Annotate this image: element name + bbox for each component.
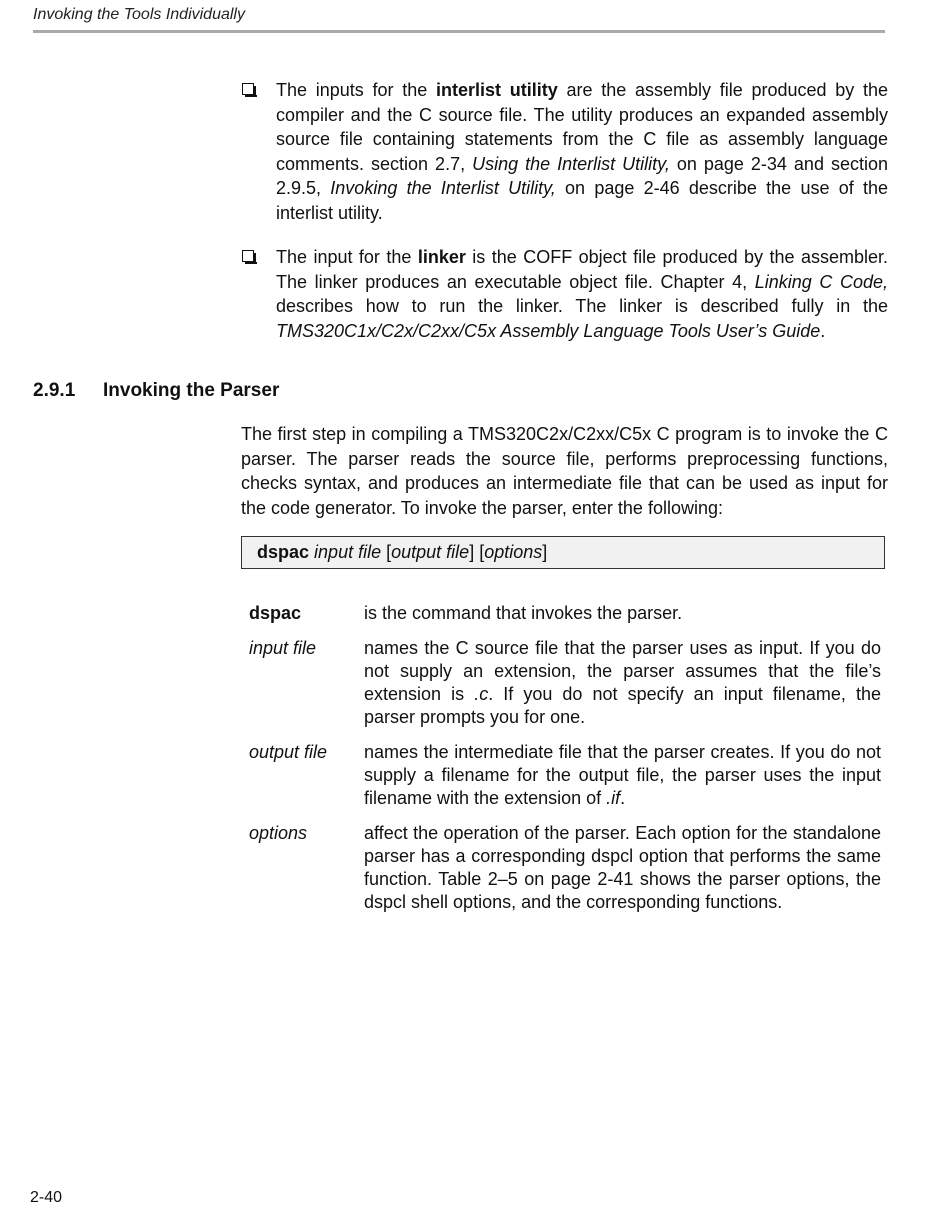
book-title: TMS320C1x/C2x/C2xx/C5x Assembly Language Tools User’s Guide [276, 320, 821, 341]
text-run: affect the operation of the parser. Each option for the standalone parser has a corresponding dspcl option that performs the same function. Table 2–5 on page 2-41 shows the parser options, the dspcl shell options, and the corresponding functions. [364, 823, 881, 912]
syntax-arg-output: output file [391, 542, 470, 562]
text-run: is the command that invokes the parser. [364, 603, 683, 623]
cross-reference: Invoking the Interlist Utility, [330, 178, 556, 199]
section-heading [33, 380, 279, 402]
text-run: describes how to run the linker. The linker is described fully in the [276, 296, 888, 317]
definition-row [249, 637, 881, 729]
definition-description [364, 637, 881, 729]
text-run: names the C source file that the parser uses as input. If you do not supply an extension, the parser assumes that the file’s extension is [364, 638, 881, 704]
definition-description [364, 602, 881, 625]
definition-description [364, 741, 881, 810]
bold-term: linker [417, 247, 466, 267]
bracket: ] [469, 542, 475, 562]
intro-paragraph [241, 422, 888, 520]
checkbox-bullet-icon [242, 83, 254, 95]
text-run: is the COFF object file produced by the assembler. The linker produces an executable object file. Chapter 4, [276, 247, 888, 292]
text-run: on page 2-46 describe the use of the interlist utility. [276, 178, 888, 223]
checkbox-bullet-icon [242, 250, 254, 262]
intro-text: The first step in compiling a TMS320C2x/C2xx/C5x C program is to invoke the C parser. The parser reads the source file, performs preprocessing functions, checks syntax, and produces an intermediate file that can be used as input for the code generator. To invoke the parser, enter the following: [241, 424, 888, 518]
definition-term: dspac [249, 603, 302, 623]
definition-term: output file [249, 742, 328, 762]
text-run: . If you do not specify an input filename, the parser prompts you for one. [364, 684, 881, 727]
syntax-box [241, 536, 885, 569]
page-number: 2-40 [30, 1189, 63, 1206]
bracket: ] [542, 542, 548, 562]
definition-list [249, 602, 881, 926]
bullet-item-interlist [242, 78, 888, 226]
cross-reference: Linking C Code, [754, 271, 889, 292]
bold-term: interlist utility [436, 80, 558, 100]
definition-row [249, 741, 881, 810]
bullet-item-linker [242, 245, 888, 343]
file-extension: .if [606, 788, 621, 808]
bullet-paragraph [276, 78, 888, 226]
file-extension: .c [474, 684, 489, 704]
bracket: [ [386, 542, 392, 562]
definition-row [249, 602, 881, 625]
definition-description [364, 822, 881, 914]
syntax-arg-input: input file [314, 542, 382, 562]
text-run: names the intermediate file that the parser creates. If you do not supply a filename for the output file, the parser uses the input filename with the extension of [364, 742, 881, 808]
definition-row [249, 822, 881, 914]
syntax-arg-options: options [484, 542, 543, 562]
cross-reference: Using the Interlist Utility, [472, 153, 670, 174]
section-number: 2.9.1 [33, 380, 76, 401]
text-run: . [620, 788, 626, 808]
section-title: Invoking the Parser [103, 380, 280, 401]
definition-term: options [249, 823, 308, 843]
text-run: are the assembly file produced by the compiler and the C source file. The utility produces an expanded assembly source file containing statements from the C file as assembly language comments. section 2.7, [276, 80, 889, 174]
bullet-paragraph [276, 245, 888, 343]
header-rule [33, 30, 885, 33]
text-run: on page 2-34 and section 2.9.5, [276, 153, 888, 199]
text-run: The inputs for the [276, 80, 436, 100]
syntax-command: dspac [257, 542, 310, 562]
bracket: [ [479, 542, 485, 562]
running-header: Invoking the Tools Individually [33, 6, 245, 23]
text-run: . [820, 320, 826, 341]
text-run: The input for the [276, 247, 418, 267]
definition-term: input file [249, 638, 317, 658]
